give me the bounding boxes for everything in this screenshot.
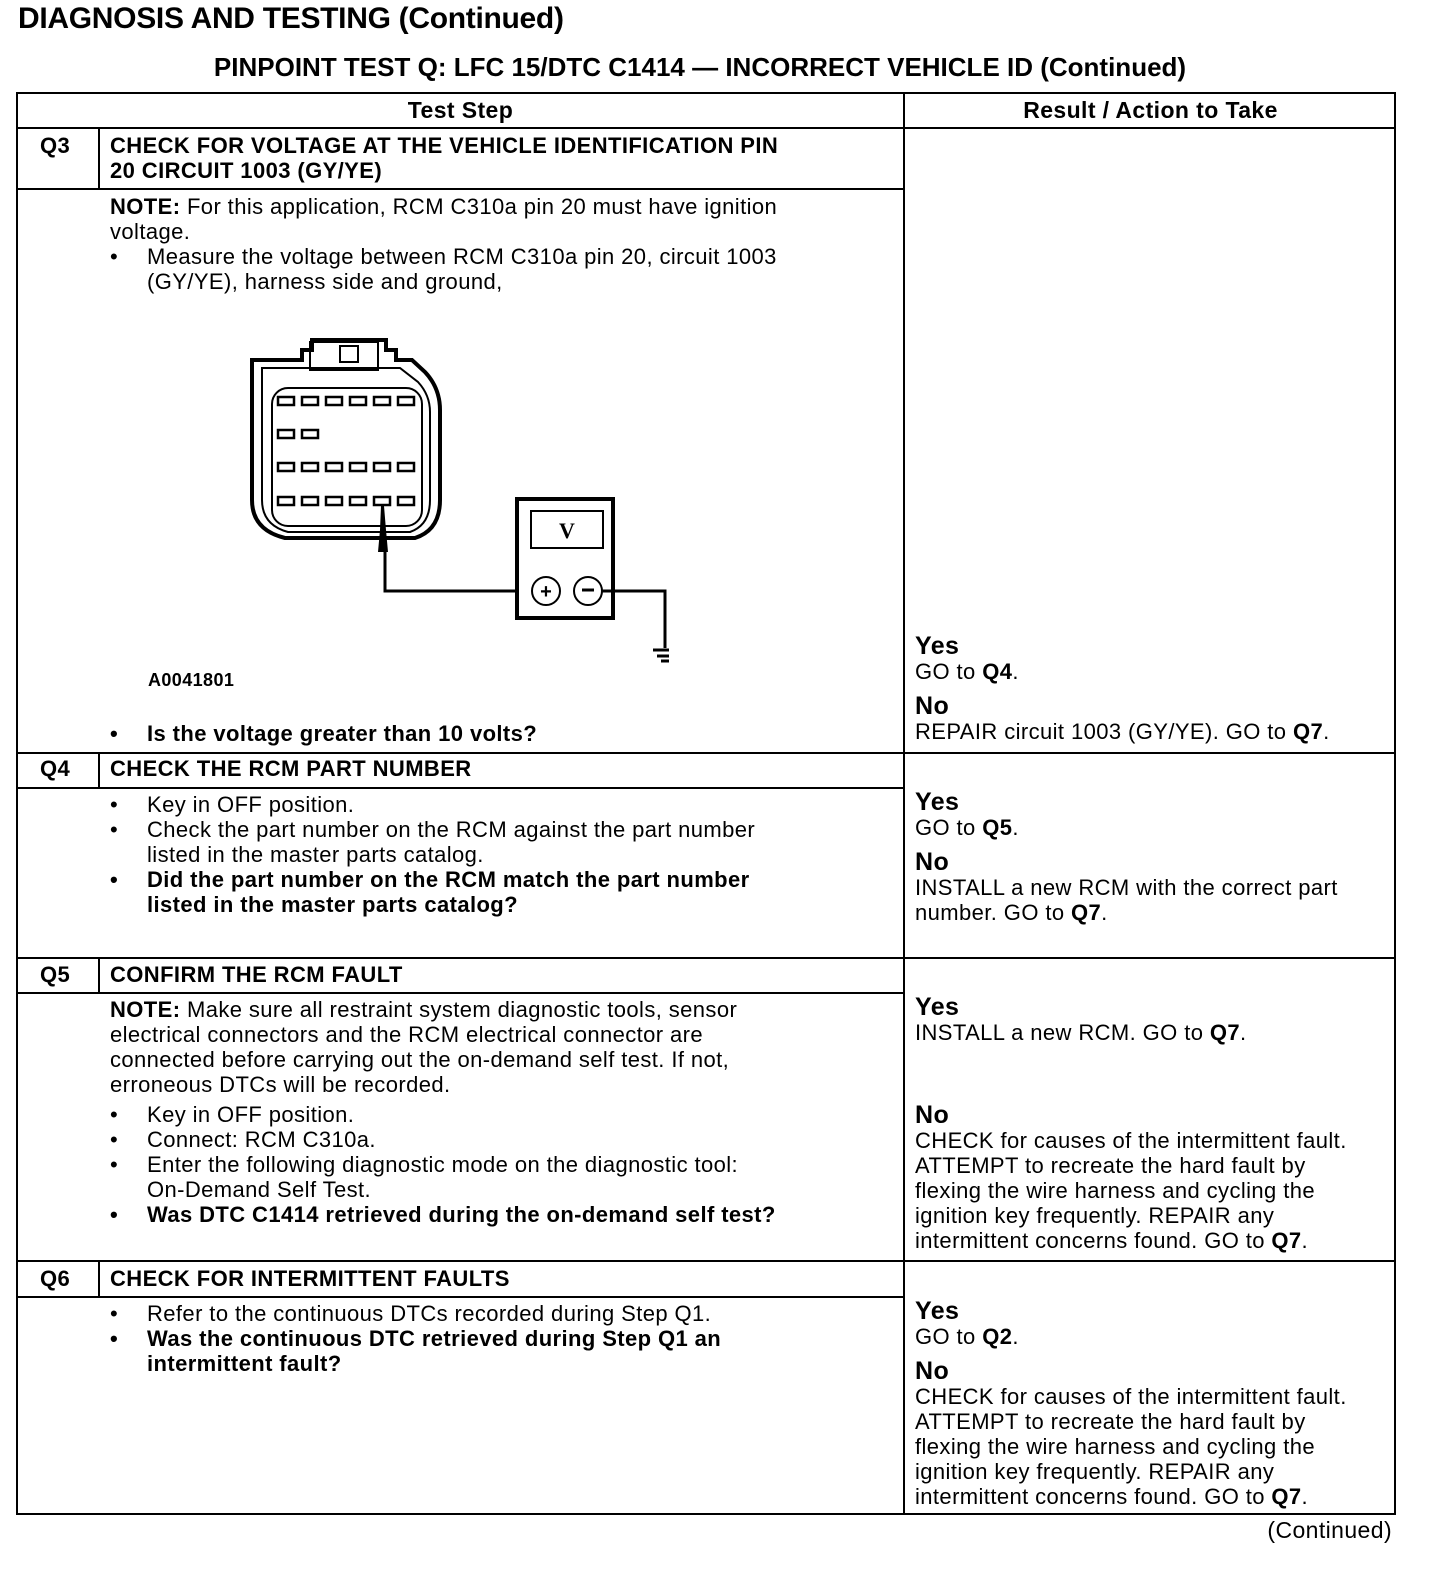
steps-q5: NOTE: Make sure all restraint system diagnostic tools, sensor electrical connectors and the RCM electrical connector are connected before carrying out the on-demand self test. If not, erroneous DTCs will be recorded. • Key in OFF position. • Connect: RCM C310a. • Enter the following diagnostic mode on the diagnostic tool: On-Demand Self Test. • Was DTC C1414 retrieved during the on-demand self test? [110,997,776,1227]
positive-lead [385,552,537,591]
continued-label: (Continued) [1267,1517,1392,1543]
title-divider [18,1296,903,1298]
connector-pins [278,397,414,505]
test-title: PINPOINT TEST Q: LFC 15/DTC C1414 — INCORRECT VEHICLE ID (Continued) [213,52,1187,82]
id-divider [98,752,100,789]
voltmeter-connector-diagram [240,330,670,670]
result-q4: Yes GO to Q5. No INSTALL a new RCM with the correct part number. GO to Q7. [915,788,1338,925]
step-title-q6: CHECK FOR INTERMITTENT FAULTS [110,1266,510,1291]
step-title-q5: CONFIRM THE RCM FAULT [110,962,403,987]
header-test-step: Test Step [407,97,514,123]
title-divider [18,787,903,789]
row-divider [18,752,1396,754]
step-id-q3: Q3 [40,133,71,158]
title-divider [18,188,903,190]
ground-icon [653,650,669,661]
row-divider [18,957,1396,959]
probe-icon [378,506,388,552]
page-title: DIAGNOSIS AND TESTING (Continued) [18,2,564,35]
id-divider [98,127,100,189]
row-divider [18,1260,1396,1262]
steps-q6: • Refer to the continuous DTCs recorded during Step Q1. • Was the continuous DTC retrieved during Step Q1 an intermittent fault? [110,1301,721,1376]
step-title-q3: CHECK FOR VOLTAGE AT THE VEHICLE IDENTIFICATION PIN 20 CIRCUIT 1003 (GY/YE) [110,133,779,183]
step-id-q5: Q5 [40,962,71,987]
result-q5: Yes INSTALL a new RCM. GO to Q7. No CHECK for causes of the intermittent fault. ATTEMPT to recreate the hard fault by flexing the wire harness and cycling the ignition key frequently. REPAIR any intermittent concerns found. GO to Q7. [915,993,1347,1253]
figure-code: A0041801 [148,670,235,690]
question-q3: • Is the voltage greater than 10 volts? [110,721,1456,746]
result-q3: Yes GO to Q4. No REPAIR circuit 1003 (GY/YE). GO to Q7. [915,632,1330,744]
step-id-q6: Q6 [40,1266,71,1291]
result-q6: Yes GO to Q2. No CHECK for causes of the intermittent fault. ATTEMPT to recreate the hard fault by flexing the wire harness and cycling the ignition key frequently. REPAIR any intermittent concerns found. GO to Q7. [915,1297,1347,1509]
steps-q4: • Key in OFF position. • Check the part number on the RCM against the part number listed in the master parts catalog. • Did the part number on the RCM match the part number listed in the master parts catalog? [110,792,755,917]
step-title-q4: CHECK THE RCM PART NUMBER [110,756,472,781]
title-divider [18,992,903,994]
svg-text:+: + [540,581,552,603]
step-id-q4: Q4 [40,756,71,781]
id-divider [98,957,100,994]
column-divider [903,94,905,1515]
header-result: Result / Action to Take [1023,97,1278,123]
bullet-step: • Measure the voltage between RCM C310a pin 20, circuit 1003 (GY/YE), harness side and ground, [110,244,777,294]
note-q3: NOTE: For this application, RCM C310a pin 20 must have ignition voltage. • Measure the voltage between RCM C310a pin 20, circuit 1003 (GY/YE), harness side and ground, [110,194,777,294]
id-divider [98,1260,100,1298]
header-divider [18,127,1396,129]
svg-text:V: V [559,518,575,543]
